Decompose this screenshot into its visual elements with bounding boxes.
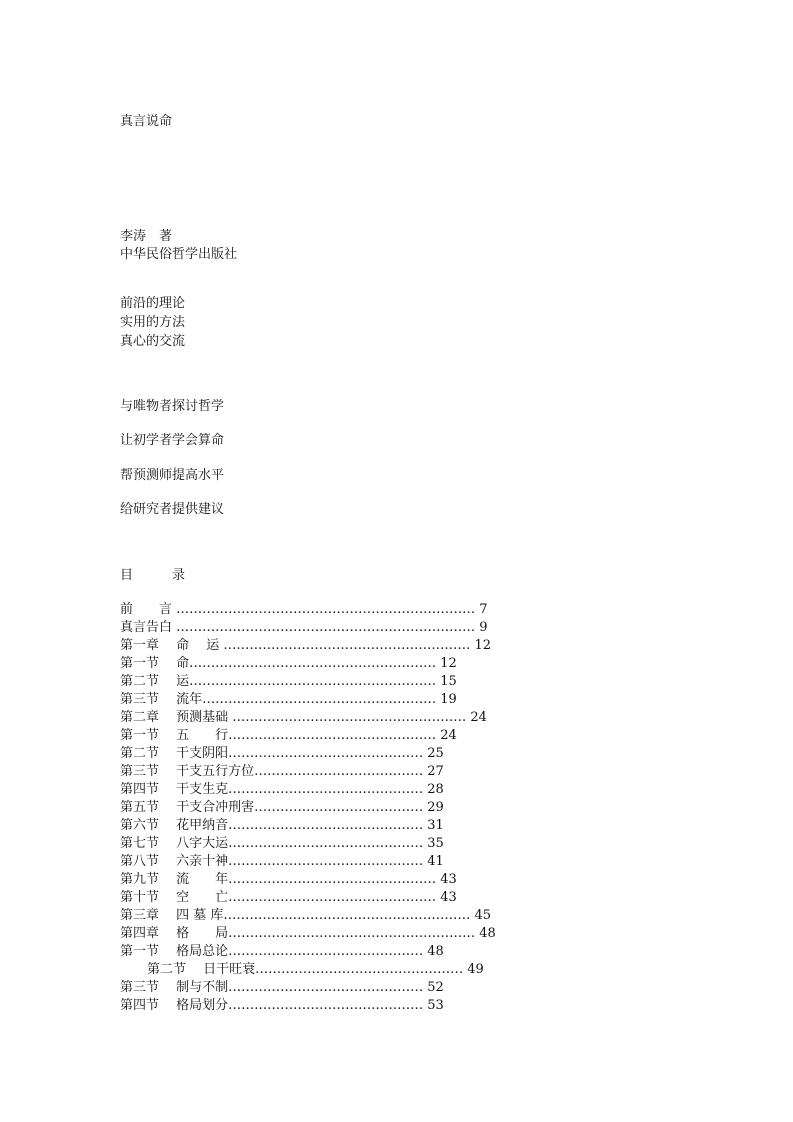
toc-entry: 第二节 日干旺衰………………………………………… 49 <box>147 962 484 977</box>
toc-entry: 第五节 干支合冲刑害………………………………… 29 <box>120 800 444 815</box>
toc-entry: 第四节 干支生克……………………………………… 28 <box>120 782 444 797</box>
slogan-line: 实用的方法 <box>120 315 186 330</box>
toc-entry: 第十节 空 亡………………………………………… 43 <box>120 890 457 905</box>
toc-entry: 第二节 运………………………………………………… 15 <box>120 674 457 689</box>
aim-line: 让初学者学会算命 <box>120 433 225 448</box>
book-title: 真言说命 <box>120 114 173 129</box>
toc-entry: 第三节 制与不制……………………………………… 52 <box>120 980 444 995</box>
aim-line: 帮预测师提高水平 <box>120 468 225 483</box>
author-line: 李涛 著 <box>120 229 173 244</box>
aim-line: 给研究者提供建议 <box>120 502 225 517</box>
toc-entry: 第一节 格局总论……………………………………… 48 <box>120 944 444 959</box>
toc-entry: 第四节 格局划分……………………………………… 53 <box>120 998 444 1013</box>
toc-heading: 目 录 <box>120 568 186 583</box>
toc-entry: 第三节 干支五行方位………………………………… 27 <box>120 764 444 779</box>
toc-entry: 第四章 格 局………………………………………………… 48 <box>120 926 496 941</box>
toc-entry: 第二节 干支阴阳……………………………………… 25 <box>120 746 444 761</box>
slogan-line: 真心的交流 <box>120 334 186 349</box>
toc-entry: 第三节 流年……………………………………………… 19 <box>120 692 457 707</box>
publisher-line: 中华民俗哲学出版社 <box>120 247 238 262</box>
toc-entry: 第二章 预测基础 ……………………………………………… 24 <box>120 710 487 725</box>
toc-entry: 第一节 命………………………………………………… 12 <box>120 656 457 671</box>
toc-entry: 前 言 …………………………………………………………… 7 <box>120 602 488 617</box>
toc-entry: 第一章 命 运 ………………………………………………… 12 <box>120 638 492 653</box>
toc-entry: 第一节 五 行………………………………………… 24 <box>120 728 457 743</box>
toc-entry: 第七节 八字大运……………………………………… 35 <box>120 836 444 851</box>
toc-entry: 真言告白 …………………………………………………………… 9 <box>120 620 488 635</box>
slogan-line: 前沿的理论 <box>120 296 186 311</box>
aim-line: 与唯物者探讨哲学 <box>120 399 225 414</box>
toc-entry: 第九节 流 年………………………………………… 43 <box>120 872 457 887</box>
toc-entry: 第三章 四 墓 库………………………………………………… 45 <box>120 908 492 923</box>
toc-entry: 第六节 花甲纳音……………………………………… 31 <box>120 818 444 833</box>
toc-entry: 第八节 六亲十神……………………………………… 41 <box>120 854 444 869</box>
